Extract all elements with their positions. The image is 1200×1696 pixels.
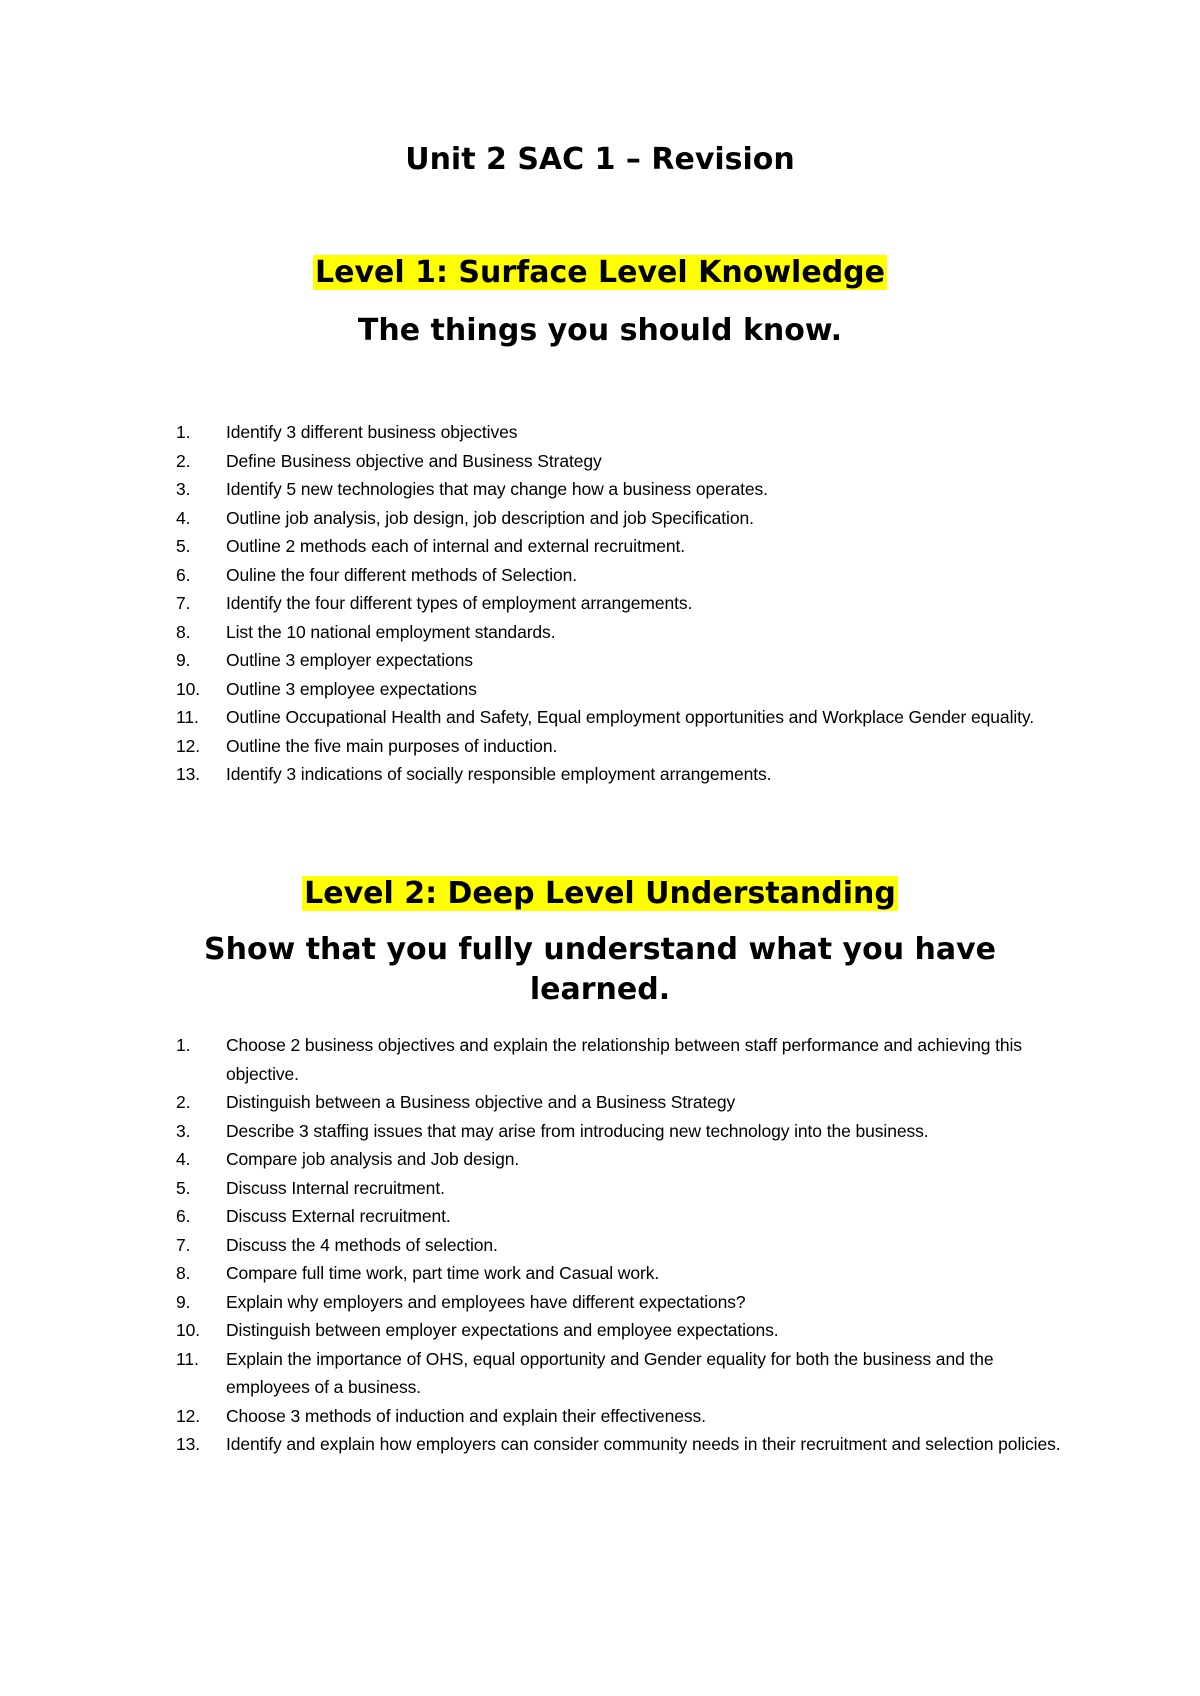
list-item [0,732,1200,761]
list-item-number: 7. [176,593,191,613]
list-item [0,1088,1200,1117]
list-item-number: 9. [176,650,191,670]
level1-heading [0,253,1200,293]
list-item-text: List the 10 national employment standards. [226,621,556,642]
list-item-number: 4. [176,1149,191,1169]
list-item [0,1430,1200,1459]
list-item [0,675,1200,704]
list-item-text: Outline 3 employee expectations [226,678,477,699]
level2-heading-text: Level 2: Deep Level Understanding [304,876,896,911]
list-item-text: Identify 5 new technologies that may change how a business operates. [226,479,768,499]
level2-subheading: Show that you fully understand what you have learned. [203,932,997,1007]
list-item-text: Identify 3 different business objectives [226,422,518,442]
list-item-number: 5. [176,1177,191,1198]
list-item-text: Identify 3 indications of socially responsible employment arrangements. [226,764,772,784]
list-item [0,1259,1200,1288]
list-item [0,504,1200,533]
list-item-number: 3. [176,479,191,499]
list-item-text: Compare full time work, part time work and Casual work. [226,1263,660,1283]
list-item [0,475,1200,504]
list-item [0,1117,1200,1146]
list-item-text: Identify the four different types of employment arrangements. [226,593,693,613]
list-item-text: Outline the five main purposes of induction. [226,735,558,756]
list-item [0,646,1200,675]
level1-subheading: The things you should know. [357,313,843,348]
list-item-number: 10. [176,1320,201,1340]
list-item-text: Explain why employers and employees have different expectations? [226,1291,746,1312]
level2-heading [0,874,1200,914]
list-item-text: Define Business objective and Business Strategy [226,450,602,471]
list-item [0,561,1200,590]
list-item [0,1316,1200,1345]
list-item-text: Choose 2 business objectives and explain the relationship between staff performance and achieving this objective. [226,1035,1022,1084]
level1-heading-text: Level 1: Surface Level Knowledge [315,255,885,290]
document-title: Unit 2 SAC 1 – Revision [405,142,795,177]
list-item [0,1345,1200,1402]
list-item [0,447,1200,476]
list-item-text: Outline 3 employer expectations [226,650,473,670]
list-item-text: Describe 3 staffing issues that may arise from introducing new technology into the business. [226,1120,929,1141]
list-item-number: 8. [176,1263,191,1283]
list-item-text: Explain the importance of OHS, equal opportunity and Gender equality for both the business and the employees of a business. [226,1348,994,1397]
list-item-text: Ouline the four different methods of Selection. [226,564,578,585]
list-item-number: 1. [176,422,191,442]
list-item-number: 2. [176,1092,191,1112]
list-item [0,1231,1200,1260]
list-item [0,532,1200,561]
list-item-number: 3. [176,1120,191,1141]
list-item-text: Distinguish between employer expectations and employee expectations. [226,1320,779,1340]
list-item [0,1145,1200,1174]
list-item-number: 12. [176,735,201,756]
list-item-text: Distinguish between a Business objective and a Business Strategy [226,1092,736,1112]
list-item-text: Choose 3 methods of induction and explain their effectiveness. [226,1405,706,1426]
list-item-number: 11. [176,1348,199,1369]
list-item [0,1174,1200,1203]
list-item-text: Outline 2 methods each of internal and external recruitment. [226,536,685,556]
list-item-text: Outline job analysis, job design, job description and job Specification. [226,507,754,528]
list-item-number: 13. [176,1434,201,1454]
list-item-text: Discuss the 4 methods of selection. [226,1234,498,1255]
list-item-text: Outline Occupational Health and Safety, Equal employment opportunities and Workplace Gender equality. [226,707,1035,727]
list-item [0,1402,1200,1431]
list-item-number: 11. [176,707,199,727]
list-item [0,760,1200,789]
list-item [0,1031,1200,1088]
list-item [0,589,1200,618]
list-item-number: 10. [176,678,201,699]
list-item-text: Discuss External recruitment. [226,1206,451,1226]
list-item-text: Compare job analysis and Job design. [226,1149,520,1169]
list-item-text: Identify and explain how employers can consider community needs in their recruitment and selection policies. [226,1434,1061,1454]
list-item-number: 8. [176,621,191,642]
list-item-text: Discuss Internal recruitment. [226,1177,445,1198]
list-item-number: 13. [176,764,201,784]
level2-question-list [0,1031,1200,1459]
list-item [0,1288,1200,1317]
list-item-number: 12. [176,1405,201,1426]
list-item [0,703,1200,732]
list-item-number: 2. [176,450,191,471]
list-item-number: 9. [176,1291,191,1312]
list-item-number: 4. [176,507,191,528]
level1-question-list [0,418,1200,789]
list-item [0,618,1200,647]
list-item-number: 1. [176,1035,191,1055]
list-item-number: 7. [176,1234,191,1255]
list-item [0,418,1200,447]
list-item-number: 6. [176,1206,191,1226]
list-item-number: 6. [176,564,191,585]
list-item-number: 5. [176,536,191,556]
list-item [0,1202,1200,1231]
